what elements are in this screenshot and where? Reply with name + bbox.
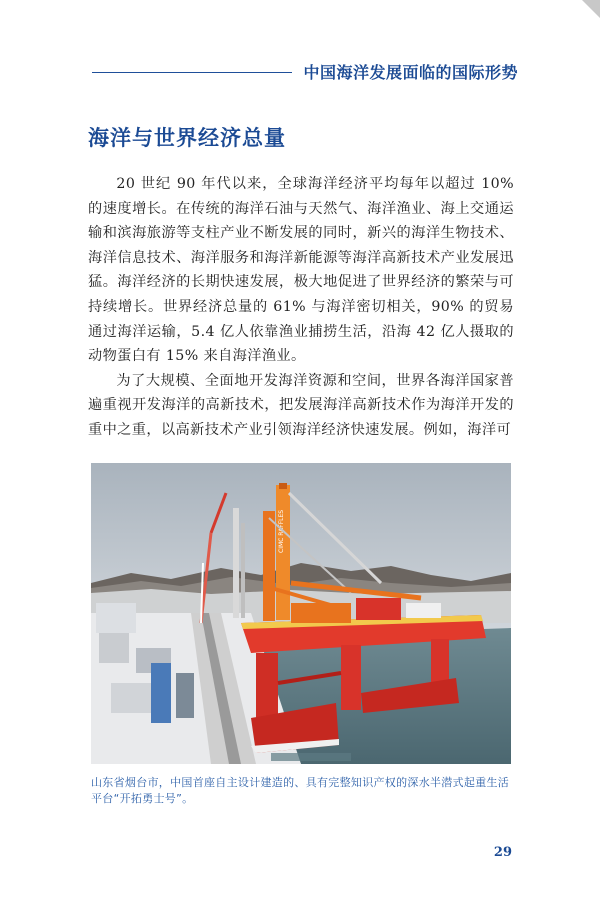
header-rule [92, 72, 292, 73]
running-title: 中国海洋发展面临的国际形势 [303, 63, 518, 82]
page-corner-mark [582, 0, 600, 18]
figure-caption: 山东省烟台市，中国首座自主设计建造的、具有完整知识产权的深水半潜式起重生活平台“开拓勇士号”。 [91, 776, 510, 805]
paragraph-2: 为了大规模、全面地开发海洋资源和空间，世界各海洋国家普遍重视开发海洋的高新技术，把发展海洋高新技术作为海洋开发的重中之重，以高新技术产业引领海洋经济快速发展。例如，海洋可 [88, 372, 514, 438]
section-title: 海洋与世界经济总量 [88, 125, 286, 150]
body-text [88, 172, 514, 443]
page-number: 29 [493, 845, 512, 860]
running-header [88, 60, 518, 84]
platform-photo [91, 463, 511, 764]
paragraph-1: 20 世纪 90 年代以来，全球海洋经济平均每年以超过 10% 的速度增长。在传统的海洋石油与天然气、海洋渔业、海上交通运输和滨海旅游等支柱产业不断发展的同时，新兴的海洋生物技术、海洋信息技术、海洋服务和海洋新能源等海洋高新技术产业发展迅猛。海洋经济的长期快速发展，极大地促进了世界经济的繁荣与可持续增长。世界经济总量的 61% 与海洋密切相关，90% 的贸易通过海洋运输，5.4 亿人依靠渔业捕捞生活，沿海 42 亿人摄取的动物蛋白有 15% 来自海洋渔业。 [88, 176, 514, 365]
crane-text: CIMC RAFFLES [278, 509, 285, 553]
